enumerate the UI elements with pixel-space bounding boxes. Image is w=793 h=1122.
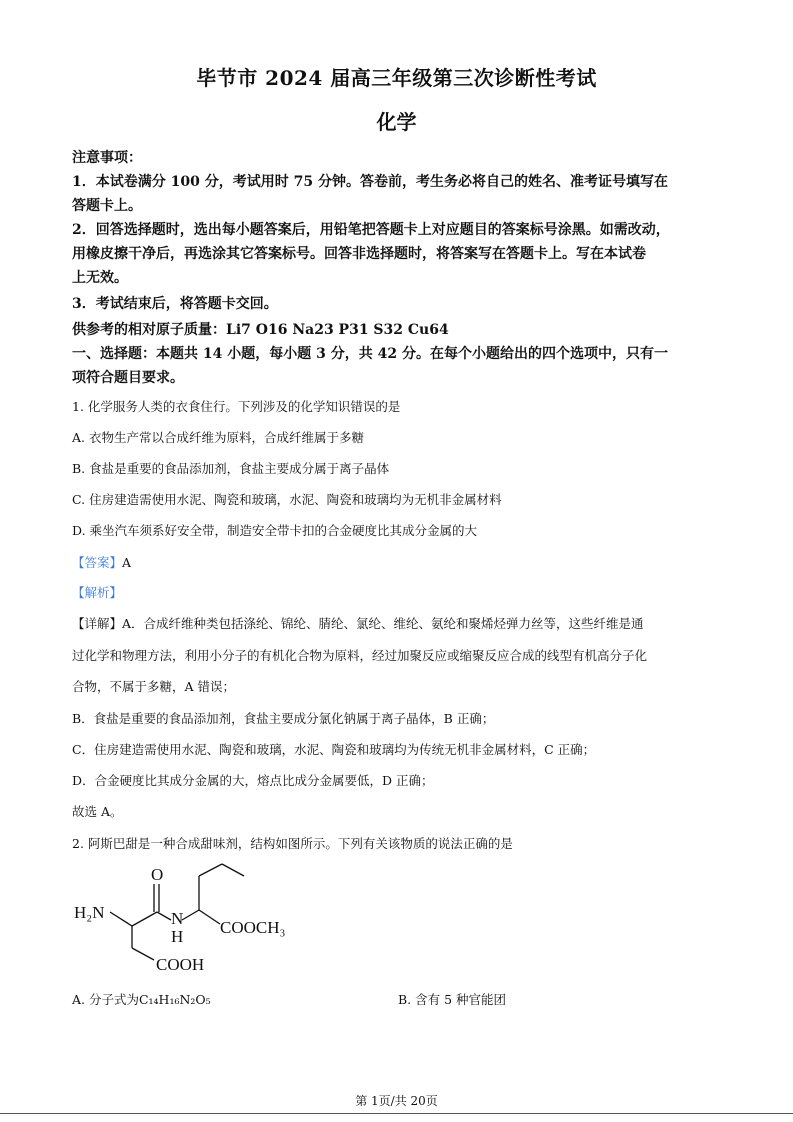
- answer-value: A: [122, 555, 132, 570]
- notice-line: 答题卡上。: [72, 198, 142, 214]
- acid-label: COOH: [156, 955, 205, 974]
- answer-line: [72, 553, 732, 573]
- question-2-stem: 2. 阿斯巴甜是一种合成甜味剂，结构如图所示。下列有关该物质的说法正确的是: [72, 836, 513, 851]
- question-1-option-a: A. 衣物生产常以合成纤维为原料，合成纤维属于多糖: [72, 430, 364, 445]
- notice-line: 上无效。: [72, 270, 128, 286]
- detail-line: D．合金硬度比其成分金属的大，熔点比成分金属要低，D 正确；: [72, 773, 434, 788]
- page-number: 第 1页/共 20页: [355, 1094, 438, 1108]
- detail-line: 【详解】A．合成纤维种类包括涤纶、锦纶、腈纶、氯纶、维纶、氨纶和聚烯烃弹力丝等，这些纤维是通: [72, 616, 644, 631]
- question-2-options: [72, 990, 732, 1008]
- atomic-masses: 供参考的相对原子质量：Li7 O16 Na23 P31 S32 Cu64: [72, 322, 449, 338]
- notice-line: 用橡皮擦干净后，再选涂其它答案标号。回答非选择题时，将答案写在答题卡上。写在本试卷: [72, 246, 646, 262]
- ester-label: COOCH₃: [220, 918, 286, 937]
- answer-tag: 【答案】: [72, 555, 123, 570]
- aspartame-structure: [72, 862, 312, 977]
- detail-line: 合物，不属于多糖，A 错误；: [72, 679, 236, 694]
- detail-line: B．食盐是重要的食品添加剂，食盐主要成分氯化钠属于离子晶体，B 正确；: [72, 711, 495, 726]
- question-1-option-b: B. 食盐是重要的食品添加剂，食盐主要成分属于离子晶体: [72, 461, 390, 476]
- detail-line: 过化学和物理方法，利用小分子的有机化合物为原料，经过加聚反应或缩聚反应合成的线型有机高分子化: [72, 648, 648, 663]
- question-1-stem: 1. 化学服务人类的衣食住行。下列涉及的化学知识错误的是: [72, 399, 401, 414]
- question-2-option-a: A. 分子式为C₁₄H₁₆N₂O₅: [72, 992, 211, 1007]
- section-heading: 一、选择题：本题共 14 小题，每小题 3 分，共 42 分。在每个小题给出的四个选项中，只有一: [72, 346, 668, 362]
- analysis-tag: 【解析】: [72, 585, 123, 600]
- section-heading: 项符合题目要求。: [72, 370, 184, 386]
- detail-line: 故选 A。: [72, 804, 123, 819]
- exam-title: 毕节市 2024 届高三年级第三次诊断性考试: [196, 66, 597, 90]
- question-1-option-d: D. 乘坐汽车须系好安全带，制造安全带卡扣的合金硬度比其成分金属的大: [72, 523, 478, 538]
- amide-n-label: N: [171, 909, 184, 928]
- subject-title: 化学: [376, 110, 417, 134]
- notice-line: 1．本试卷满分 100 分，考试用时 75 分钟。答卷前，考生务必将自己的姓名、准考证号填写在: [72, 174, 668, 190]
- footer-rule: [0, 1113, 793, 1114]
- detail-line: C．住房建造需使用水泥、陶瓷和玻璃，水泥、陶瓷和玻璃均为传统无机非金属材料，C 正确；: [72, 742, 596, 757]
- notice-line: 2．回答选择题时，选出每小题答案后，用铅笔把答题卡上对应题目的答案标号涂黑。如需改动，: [72, 222, 670, 238]
- oxygen-label: O: [151, 865, 164, 884]
- amine-label: H₂N: [74, 903, 105, 922]
- question-2-option-b: B. 含有 5 种官能团: [398, 992, 507, 1007]
- notice-heading: 注意事项：: [72, 150, 142, 166]
- question-1-option-c: C. 住房建造需使用水泥、陶瓷和玻璃，水泥、陶瓷和玻璃均为无机非金属材料: [72, 492, 502, 507]
- notice-line: 3．考试结束后，将答题卡交回。: [72, 296, 278, 312]
- amide-h-label: H: [171, 927, 184, 946]
